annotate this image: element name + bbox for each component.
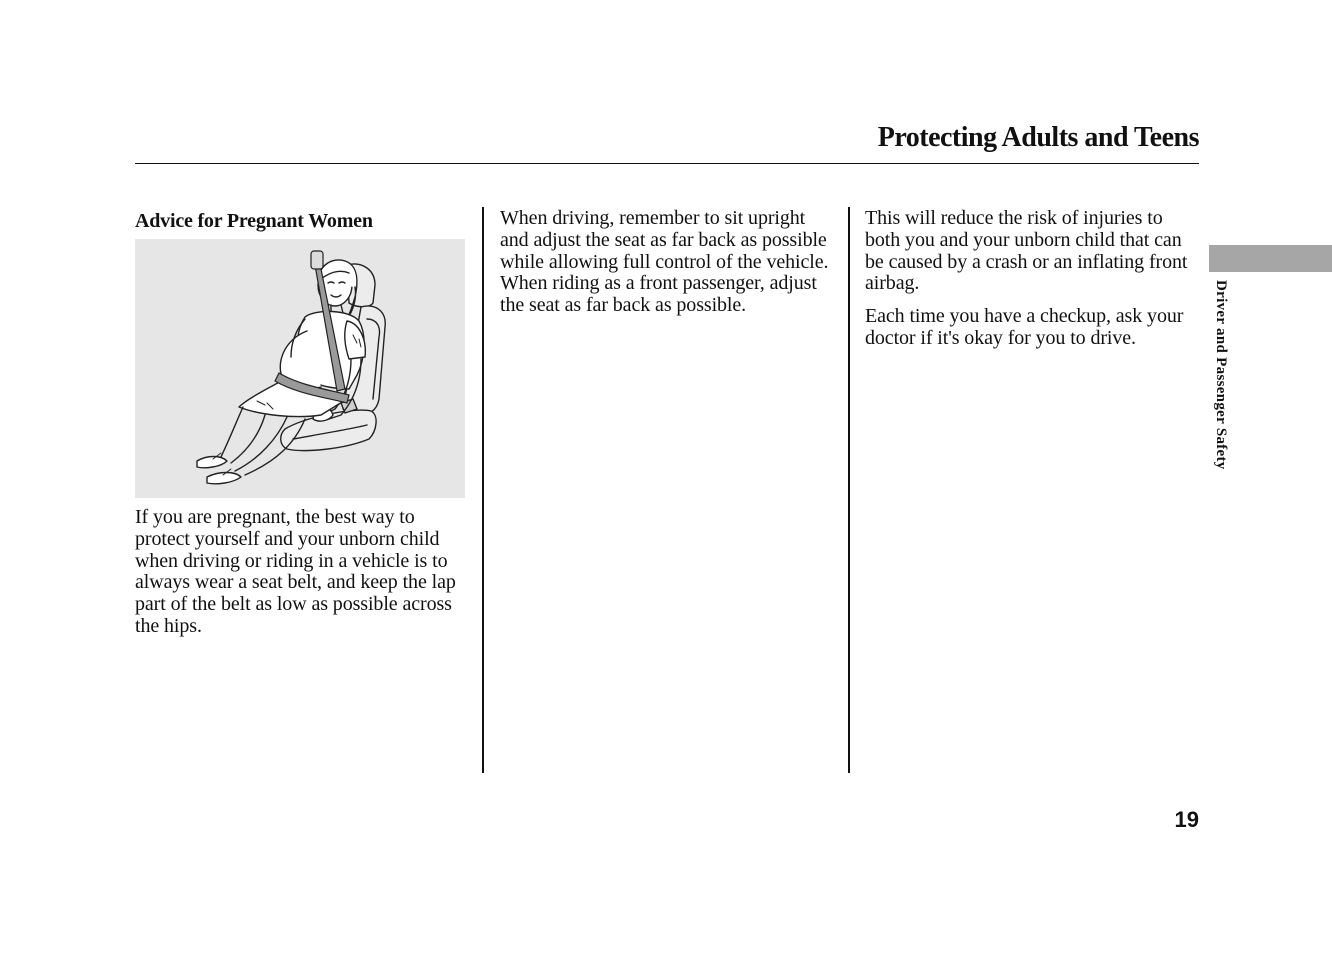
column-divider-1 xyxy=(482,207,484,773)
section-heading: Advice for Pregnant Women xyxy=(135,210,373,232)
right-column xyxy=(865,208,1201,350)
left-column xyxy=(135,208,467,638)
right-paragraph-2: Each time you have a checkup, ask your doctor if it's okay for you to drive. xyxy=(865,305,1184,349)
section-tab xyxy=(1209,245,1332,272)
left-paragraph: If you are pregnant, the best way to protect yourself and your unborn child when driving or riding in a vehicle is to always wear a seat belt, and keep the lap part of the belt as low as possible across the hips. xyxy=(135,506,456,637)
middle-column xyxy=(500,208,836,317)
header-rule xyxy=(135,163,1199,164)
middle-paragraph: When driving, remember to sit upright and adjust the seat as far back as possible while allowing full control of the vehicle. When riding as a front passenger, adjust the seat as far back as possible. xyxy=(500,207,829,317)
pregnant-woman-seatbelt-illustration xyxy=(135,239,465,498)
column-divider-2 xyxy=(848,207,850,773)
page-title: Protecting Adults and Teens xyxy=(877,122,1199,153)
section-tab-label: Driver and Passenger Safety xyxy=(1213,280,1229,470)
right-paragraph-1: This will reduce the risk of injuries to both you and your unborn child that can be caused by a crash or an inflating front airbag. xyxy=(865,207,1188,295)
seatbelt-illustration-icon xyxy=(135,239,465,498)
page-number: 19 xyxy=(1174,807,1199,832)
